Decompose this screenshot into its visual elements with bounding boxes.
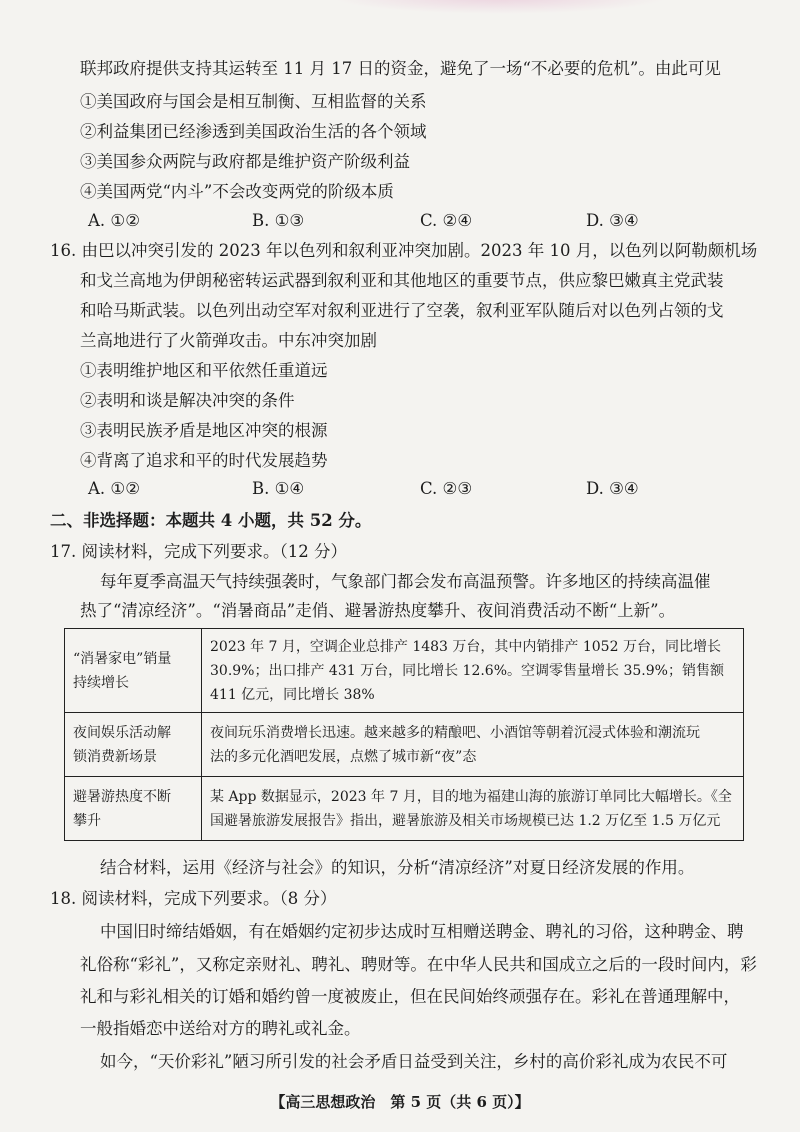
q15-options — [0, 210, 800, 232]
q17-material-table — [64, 628, 744, 841]
label-line: 攀升 — [73, 812, 101, 829]
table-row-content — [202, 713, 744, 777]
q15-stem-tail: 联邦政府提供支持其运转至 11 月 17 日的资金，避免了一场“不必要的危机”。由此可见 — [80, 59, 721, 78]
q15-item-2: ②利益集团已经渗透到美国政治生活的各个领域 — [80, 122, 427, 141]
table-row-label — [65, 629, 202, 713]
q17-title: 17. 阅读材料，完成下列要求。（12 分） — [50, 542, 347, 561]
page-footer: 【高三思想政治 第 5 页（共 6 页）】 — [270, 1093, 530, 1111]
table-row — [65, 777, 744, 841]
q16-stem-line-1: 16. 由巴以冲突引发的 2023 年以色列和叙利亚冲突加剧。2023 年 10 月，以色列以阿勒颇机场 — [50, 241, 758, 260]
label-line: 持续增长 — [73, 674, 129, 691]
q16-stem-line-3: 和哈马斯武装。以色列出动空军对叙利亚进行了空袭，叙利亚军队随后对以色列占领的戈 — [80, 301, 724, 320]
q16-option-d: D. ③④ — [586, 479, 639, 498]
q16-item-2: ②表明和谈是解决冲突的条件 — [80, 391, 295, 410]
table-row-label — [65, 713, 202, 777]
content-line: 夜间玩乐消费增长迅速。越来越多的精酿吧、小酒馆等朝着沉浸式体验和潮流玩 — [210, 724, 700, 741]
q16-stem-line-4: 兰高地进行了火箭弹攻击。中东冲突加剧 — [80, 331, 377, 350]
print-smudge — [330, 0, 670, 14]
q16-options — [0, 478, 800, 500]
q17-requirement: 结合材料，运用《经济与社会》的知识，分析“清凉经济”对夏日经济发展的作用。 — [100, 858, 695, 877]
label-line: 锁消费新场景 — [73, 748, 157, 765]
q18-para1-line-3: 礼和与彩礼相关的订婚和婚约曾一度被废止，但在民间始终顽强存在。彩礼在普通理解中， — [80, 987, 740, 1006]
q18-para1-line-4: 一般指婚恋中送给对方的聘礼或礼金。 — [80, 1019, 361, 1038]
table-row-content — [202, 629, 744, 713]
q15-option-b: B. ①③ — [252, 211, 305, 230]
q15-option-c: C. ②④ — [420, 211, 473, 230]
q16-item-3: ③表明民族矛盾是地区冲突的根源 — [80, 421, 328, 440]
q18-para2-line-1: 如今，“天价彩礼”陋习所引发的社会矛盾日益受到关注，乡村的高价彩礼成为农民不可 — [100, 1052, 728, 1071]
label-line: 避暑游热度不断 — [73, 788, 171, 805]
q16-item-1: ①表明维护地区和平依然任重道远 — [80, 361, 328, 380]
table-row-content — [202, 777, 744, 841]
table-row — [65, 629, 744, 713]
q15-item-4: ④美国两党“内斗”不会改变两党的阶级本质 — [80, 182, 394, 201]
q18-para1-line-2: 礼俗称“彩礼”，又称定亲财礼、聘礼、聘财等。在中华人民共和国成立之后的一段时间内，彩 — [80, 955, 757, 974]
q18-para1-line-1: 中国旧时缔结婚姻，有在婚姻约定初步达成时互相赠送聘金、聘礼的习俗，这种聘金、聘 — [100, 922, 744, 941]
content-line: 国避暑旅游发展报告》指出，避暑旅游及相关市场规模已达 1.2 万亿至 1.5 万亿元 — [210, 812, 721, 829]
content-line: 法的多元化酒吧发展，点燃了城市新“夜”态 — [210, 748, 477, 765]
q17-intro-line-1: 每年夏季高温天气持续强袭时，气象部门都会发布高温预警。许多地区的持续高温催 — [100, 572, 711, 591]
q15-item-3: ③美国参众两院与政府都是维护资产阶级利益 — [80, 152, 410, 171]
content-line: 30.9%；出口排产 431 万台，同比增长 12.6%。空调零售量增长 35.9%；销售额 — [210, 662, 724, 679]
q16-item-4: ④背离了追求和平的时代发展趋势 — [80, 451, 328, 470]
q15-option-d: D. ③④ — [586, 211, 639, 230]
q16-option-b: B. ①④ — [252, 479, 305, 498]
label-line: “消暑家电”销量 — [73, 650, 172, 667]
table-row — [65, 713, 744, 777]
q15-option-a: A. ①② — [88, 211, 140, 230]
content-line: 某 App 数据显示，2023 年 7 月，目的地为福建山海的旅游订单同比大幅增长。《全 — [210, 788, 732, 805]
q18-title: 18. 阅读材料，完成下列要求。（8 分） — [50, 889, 337, 908]
q16-option-c: C. ②③ — [420, 479, 473, 498]
content-line: 2023 年 7 月，空调企业总排产 1483 万台，其中内销排产 1052 万台，同比增长 — [210, 638, 721, 655]
content-line: 411 亿元，同比增长 38% — [210, 686, 375, 703]
table-row-label — [65, 777, 202, 841]
q17-intro-line-2: 热了“清凉经济”。“消暑商品”走俏、避暑游热度攀升、夜间消费活动不断“上新”。 — [80, 601, 676, 620]
q16-stem-line-2: 和戈兰高地为伊朗秘密转运武器到叙利亚和其他地区的重要节点，供应黎巴嫩真主党武装 — [80, 271, 724, 290]
q16-option-a: A. ①② — [88, 479, 140, 498]
label-line: 夜间娱乐活动解 — [73, 724, 171, 741]
section-heading: 二、非选择题：本题共 4 小题，共 52 分。 — [50, 511, 372, 530]
q15-item-1: ①美国政府与国会是相互制衡、互相监督的关系 — [80, 92, 427, 111]
